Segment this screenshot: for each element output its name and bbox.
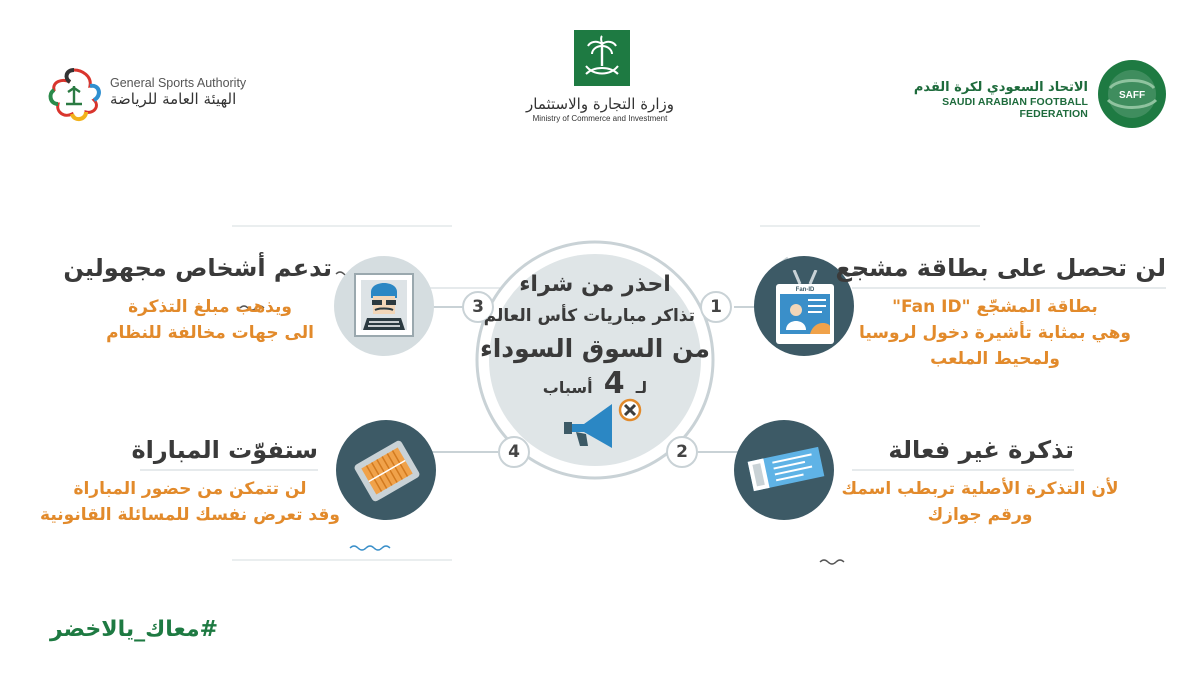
stadium-icon [352, 436, 422, 506]
step-number-3: 3 [472, 297, 484, 317]
item-3-line-2: الى جهات مخالفة للنظام [106, 323, 314, 343]
saff-badge-text: SAFF [1118, 90, 1146, 101]
center-line-3: من السوق السوداء [479, 334, 710, 363]
step-number-2: 2 [676, 442, 688, 462]
step-number-1: 1 [710, 297, 722, 317]
fan-id-card-icon [770, 270, 840, 346]
ticket-icon [746, 444, 826, 494]
anonymous-person-icon [349, 270, 419, 342]
center-line-2: تذاكر مباريات كأس العالم [483, 306, 695, 326]
item-4-description [40, 476, 340, 528]
center-line-1: احذر من شراء [519, 272, 671, 297]
item-3-title: تدعم أشخاص مجهولين [63, 254, 332, 282]
item-2-line-1: لأن التذكرة الأصلية تربطب اسمك [841, 479, 1119, 499]
item-1-line-2: وهي بمثابة تأشيرة دخول لروسيا [858, 323, 1131, 343]
step-number-4: 4 [508, 442, 520, 462]
item-2-description [820, 476, 1140, 528]
item-1-title: لن تحصل على بطاقة مشجع [835, 254, 1166, 282]
item-1-line-3: ولمحيط الملعب [930, 349, 1060, 369]
center-reasons-count: 4 [603, 366, 625, 401]
center-reasons-prefix: لـ [635, 378, 648, 397]
gsa-name-ar: الهيئة العامة للرياضة [110, 90, 237, 108]
gsa-name-en: General Sports Authority [110, 76, 247, 90]
moci-name-ar: وزارة التجارة والاستثمار [526, 95, 674, 113]
item-4-line-2: وقد تعرض نفسك للمسائلة القانونية [40, 505, 340, 525]
center-reasons-word: أسباب [542, 378, 593, 397]
item-2-line-2: ورقم جوازك [927, 505, 1033, 525]
saff-name-en: SAUDI ARABIAN FOOTBALL FEDERATION [942, 96, 1088, 120]
item-3-description [90, 294, 330, 346]
item-3-line-1: ويذهب مبلغ التذكرة [128, 297, 292, 317]
center-reasons [535, 366, 655, 401]
item-1-line-1: بطاقة المشجّع "Fan ID" [892, 297, 1098, 317]
saff-name-ar: الاتحاد السعودي لكرة القدم [913, 80, 1088, 95]
campaign-hashtag: #معاك_يالاخضر [50, 617, 219, 642]
item-1-description [850, 294, 1140, 372]
fan-id-card-label: Fan-ID [795, 287, 815, 293]
item-4-title: ستفوّت المباراة [131, 436, 318, 464]
item-2-title: تذكرة غير فعالة [888, 436, 1074, 464]
moci-name-en: Ministry of Commerce and Investment [532, 114, 668, 123]
item-4-line-1: لن تتمكن من حضور المباراة [73, 479, 307, 499]
